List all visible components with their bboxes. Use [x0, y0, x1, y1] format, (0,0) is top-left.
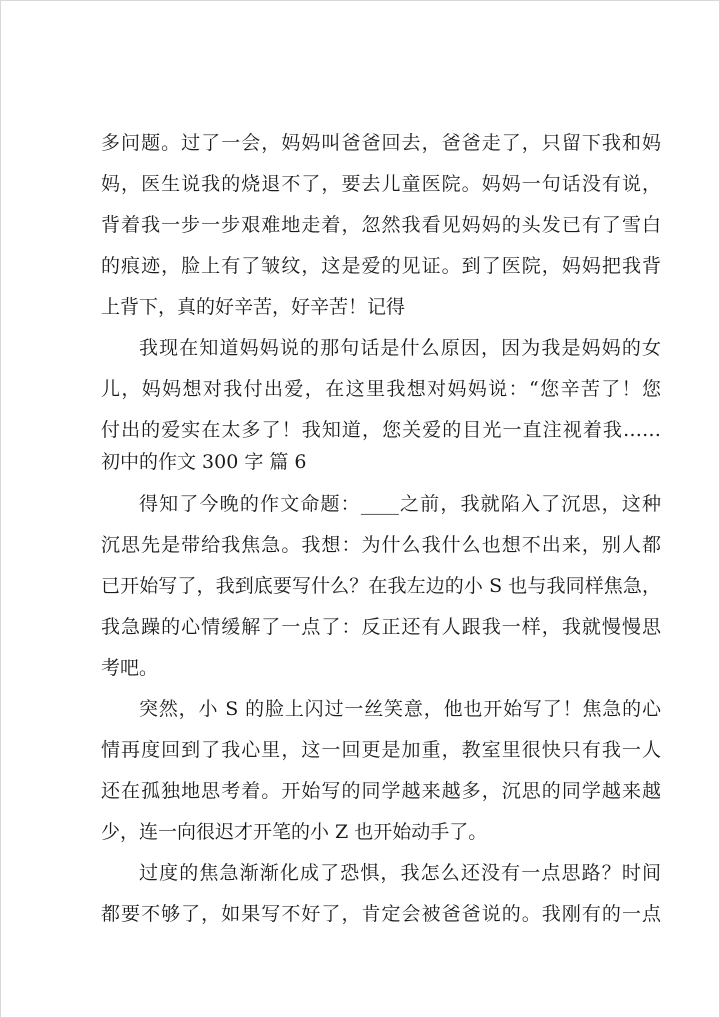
text-line: 沉思先是带给我焦急。我想：为什么我什么也想不出来，别人都 [101, 534, 661, 556]
text-line: 背着我一步一步艰难地走着，忽然我看见妈妈的头发已有了雪白 [101, 214, 661, 236]
text-line: 妈，医生说我的烧退不了，要去儿童医院。妈妈一句话没有说， [101, 173, 661, 195]
text-line: 都要不够了，如果写不好了，肯定会被爸爸说的。我刚有的一点 [101, 903, 661, 925]
text-line: 上背下，真的好辛苦，好辛苦！记得 [101, 296, 406, 318]
text-line: 的痕迹，脸上有了皱纹，这是爱的见证。到了医院，妈妈把我背 [101, 255, 661, 277]
paragraph-start: 过度的焦急渐渐化成了恐惧，我怎么还没有一点思路？时间 [139, 862, 661, 884]
text-line: 付出的爱实在太多了！我知道，您关爱的目光一直注视着我…… [101, 419, 661, 441]
paragraph-start: 突然，小 S 的脸上闪过一丝笑意，他也开始写了！焦急的心 [139, 698, 661, 720]
section-heading: 初中的作文 300 字 篇 6 [101, 451, 307, 473]
text-line: 考吧。 [101, 657, 159, 679]
text-line: 多问题。过了一会，妈妈叫爸爸回去，爸爸走了，只留下我和妈 [101, 132, 661, 154]
text-line: 已开始写了，我到底要写什么？在我左边的小 S 也与我同样焦急， [101, 575, 661, 597]
text-line: 少，连一向很迟才开笔的小 Z 也开始动手了。 [101, 821, 488, 843]
text-line: 我急躁的心情缓解了一点了：反正还有人跟我一样，我就慢慢思 [101, 616, 661, 638]
text-line: 情再度回到了我心里，这一回更是加重，教室里很快只有我一人 [101, 739, 661, 761]
paragraph-start: 得知了今晚的作文命题：____之前，我就陷入了沉思，这种 [139, 493, 661, 515]
paragraph-start: 我现在知道妈妈说的那句话是什么原因，因为我是妈妈的女 [139, 337, 661, 359]
text-line: 还在孤独地思考着。开始写的同学越来越多，沉思的同学越来越 [101, 780, 661, 802]
text-line: 儿，妈妈想对我付出爱，在这里我想对妈妈说：“您辛苦了！您 [101, 378, 661, 400]
